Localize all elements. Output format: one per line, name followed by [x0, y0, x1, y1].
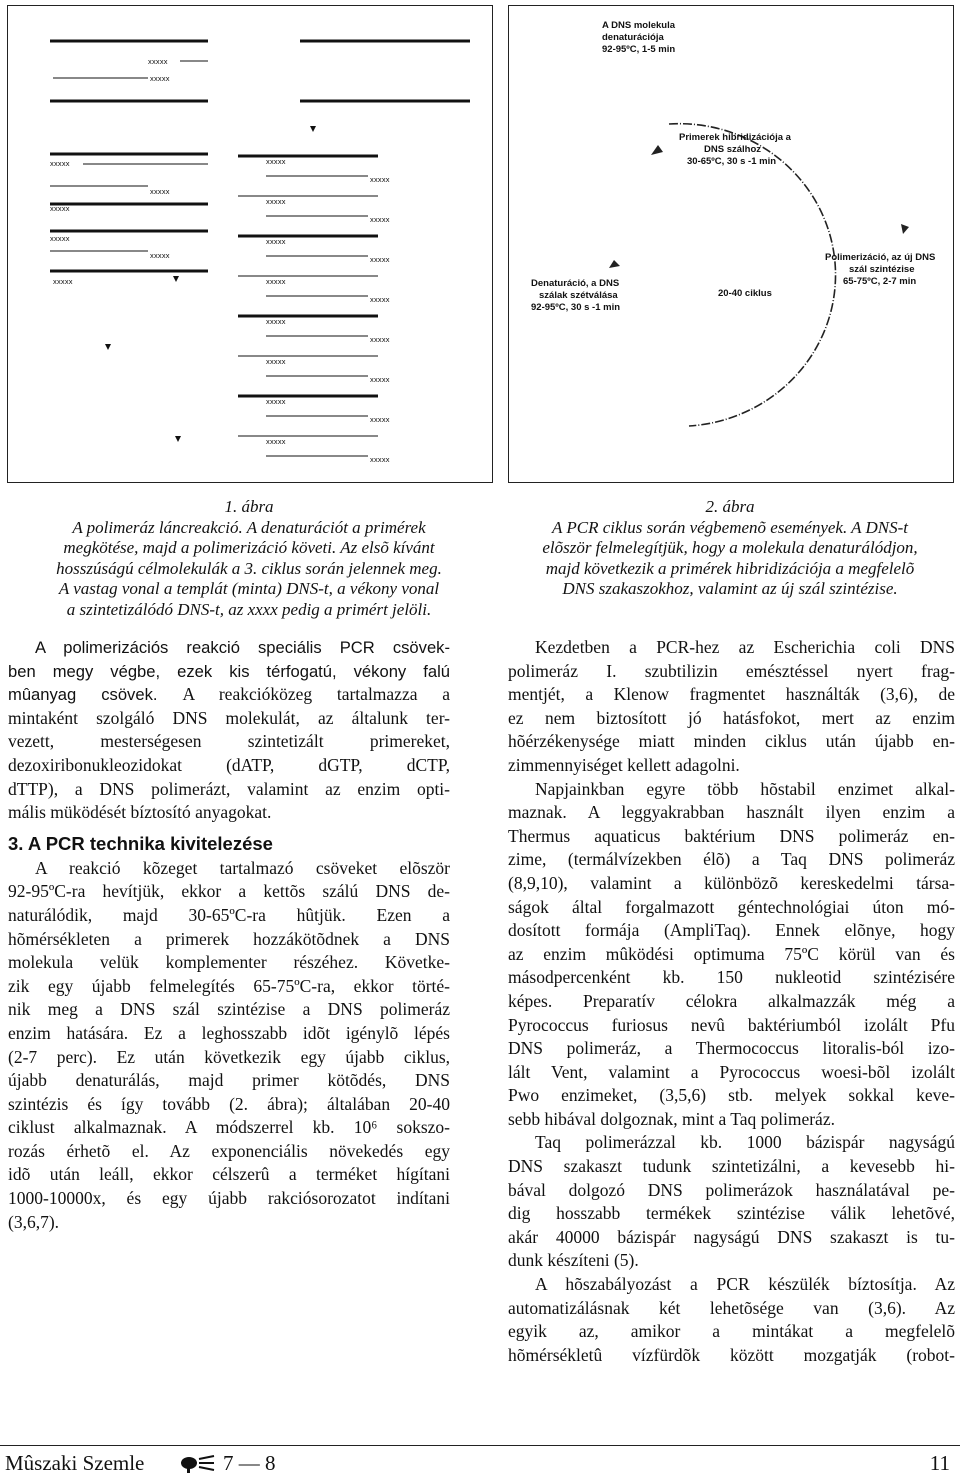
caption-line: majd következik a primérek hibridizációja a megfelelõ — [545, 558, 915, 578]
figure-1-caption — [5, 497, 493, 620]
arrow-down-icon — [310, 126, 316, 132]
label-denat-left-2: szálak szétválása — [539, 290, 618, 301]
primer-marker: xxxxx — [266, 197, 286, 206]
caption-line: 1. ábra — [224, 497, 274, 516]
primer-marker: xxxxx — [266, 397, 286, 406]
text-line: maznak. A leggyakrabban használt ilyen enzim a — [508, 802, 955, 823]
text-line: szintézis és így tovább (2. ábra); általában 20-40 — [8, 1093, 450, 1114]
text-line: Pwo enzimeket, (3,5,6) stb. melyek sokkal keve- — [508, 1085, 955, 1106]
text-line: mentjét, a Klenow fragmentet használták (3,6), de — [508, 684, 955, 705]
primer-marker: xxxxx — [370, 295, 390, 304]
primer-marker: xxxxx — [50, 159, 70, 168]
journal-name: Mûszaki Szemle — [5, 1451, 145, 1475]
arrow-down-icon — [105, 344, 111, 350]
paragraph-product-length — [508, 1131, 955, 1273]
text-line: (8,9,10), valamint a különbözõ kereskedelmi társa- — [508, 872, 955, 893]
label-cycles: 20-40 ciklus — [718, 288, 772, 299]
text-line: újabb denaturálás, majd primer kötõdés, DNS — [8, 1070, 450, 1091]
text-line: automatizálásnak két lehetõsége van (3,6). Az — [508, 1297, 955, 1318]
text-line: egyik az, amikor a mintákat a megfelelõ — [508, 1321, 955, 1342]
primer-marker: xxxxx — [370, 215, 390, 224]
primer-marker: xxxxx — [266, 437, 286, 446]
arrow-down-icon — [175, 436, 181, 442]
text-line: mális müködését bíztosító anyagokat. — [8, 802, 272, 823]
text-line: enzim hatására. Ez a leghosszabb idõt igénylõ lépés — [8, 1022, 450, 1043]
text-line: ez nem biztosított jó hatásfokot, mert az enzim — [508, 707, 955, 728]
footer-rule — [0, 1445, 960, 1446]
figure-1-drawing — [8, 6, 492, 482]
label-hybrid-1: Primerek hibridizációja a — [679, 132, 791, 143]
journal-emblem-icon — [180, 1455, 216, 1475]
paragraph-reaction-mix — [8, 707, 450, 825]
text-line: akár 40000 bázispár nagyságú DNS szakaszt is tu- — [508, 1226, 955, 1247]
text-line: képes. Preparatív célokra alkalmazzák még a — [508, 990, 955, 1011]
figure-2-caption — [510, 497, 950, 600]
text-line: zimmennyiséget kellett adagolni. — [508, 754, 740, 775]
primer-marker: xxxxx — [266, 357, 286, 366]
text-line: (2-7 perc). Ez után következik egy újabb ciklus, — [8, 1046, 450, 1067]
text-line: 1000-10000x, és egy újabb rakciósorozatot indítani — [8, 1188, 450, 1209]
text-line: A polimerizációs reakció speciális PCR csövek- — [35, 638, 450, 657]
primer-marker: xxxxx — [150, 74, 170, 83]
primer-marker: xxxxx — [150, 251, 170, 260]
text-line: mintaként szolgáló DNS molekulát, az általunk ter- — [8, 707, 450, 728]
caption-line: megkötése, majd a polimerizáció követi. Az elsõ kívánt — [63, 538, 435, 557]
text-line: A hõszabályozást a PCR készülék bíztosítja. Az — [535, 1274, 955, 1295]
left-text-column — [8, 636, 450, 1234]
primer-marker: xxxxx — [150, 187, 170, 196]
label-denat-top-1: A DNS molekula — [602, 20, 676, 31]
text-line: másodpercenként kb. 150 nukleotid szintézisére — [508, 967, 955, 988]
text-line: Thermus aquaticus baktérium DNS polimeráz en- — [508, 825, 955, 846]
text-line: hõérzékenysége miatt minden ciklus után újabb en- — [508, 731, 955, 752]
page-number: 11 — [929, 1451, 950, 1475]
primer-marker: xxxxx — [370, 175, 390, 184]
figure-1-pcr-diagram — [7, 5, 493, 483]
text-line: DNS polimeráz, a Thermococcus litoralis-ból izo- — [508, 1038, 955, 1059]
label-polym-2: szál szintézise — [849, 264, 915, 275]
primer-marker: xxxxx — [370, 335, 390, 344]
paragraph-temperature-control — [508, 1273, 955, 1367]
label-denat-top-2: denaturációja — [602, 32, 664, 43]
text-line: zime, (termálvízekben élõ) a Taq DNS polimeráz — [508, 849, 955, 870]
text-line: Kezdetben a PCR-hez az Escherichia coli DNS — [535, 637, 955, 657]
text-fragment: mûanyag csövek. — [8, 685, 158, 705]
caption-line: a szintetizálódó DNS-t, az xxxx pedig a primért jelöli. — [66, 599, 432, 619]
text-line: bával dolgozó DNS polimerázok használatával pe- — [508, 1179, 955, 1200]
text-line: lált Vent, valamint a Pyrococcus woesi-bõl izolált — [508, 1061, 955, 1082]
text-line — [8, 683, 450, 707]
text-line: Taq polimerázzal kb. 1000 bázispár nagyságú — [535, 1132, 955, 1153]
paragraph-early-polymerase — [508, 636, 955, 778]
page-footer — [0, 1440, 960, 1475]
text-line: Napjainkban egyre több hõstabil enzimet alkal- — [535, 778, 955, 799]
text-line: A reakció kõzeget tartalmazó csöveket elõször — [35, 857, 450, 878]
primer-marker: xxxxx — [266, 317, 286, 326]
right-text-column — [508, 636, 955, 1367]
text-line: dezoxiribonukleozidokat (dATP, dGTP, dCTP, — [8, 754, 450, 775]
text-line: dunk készíteni (5). — [508, 1250, 639, 1271]
text-line: hõmérsékletû vízfürdõk között mozgatják (robot- — [508, 1344, 955, 1365]
label-denat-top-3: 92-95ºC, 1-5 min — [602, 44, 676, 55]
primer-marker: xxxxx — [266, 157, 286, 166]
section-heading: 3. A PCR technika kivitelezése — [8, 832, 273, 854]
label-denat-left-1: Denaturáció, a DNS — [531, 278, 620, 289]
text-line: dTTP), a DNS polimerázt, valamint az enzim opti- — [8, 778, 450, 799]
label-polym-1: Polimerizáció, az új DNS — [825, 252, 936, 263]
primer-marker: xxxxx — [370, 415, 390, 424]
primer-marker: xxxxx — [370, 255, 390, 264]
primer-marker: xxxxx — [53, 277, 73, 286]
caption-line: elõször felmelegítjük, hogy a molekula denaturálódjon, — [542, 538, 918, 557]
arrow-polym — [901, 224, 909, 234]
text-line: az enzim mûködési optimuma 75ºC körül van és — [508, 943, 955, 964]
text-line: ságok által forgalmazott géntechnológiai úton mó- — [508, 896, 955, 917]
text-line: zik egy újabb felmelegítés 65-75ºC-ra, ekkor törté- — [8, 975, 450, 996]
text-line: (3,6,7). — [8, 1211, 60, 1232]
label-denat-left-3: 92-95ºC, 30 s -1 min — [531, 302, 621, 313]
text-line: idõ után leáll, ekkor célszerû a terméket hígítani — [8, 1164, 450, 1185]
issue-number: 7 — 8 — [223, 1451, 276, 1475]
text-line: 92-95ºC-ra hevítjük, ekkor a kettõs szálú DNS de- — [8, 881, 450, 902]
text-line: nik meg a DNS szál szintézise a DNS polimeráz — [8, 999, 450, 1020]
caption-line: A vastag vonal a templát (minta) DNS-t, a vékony vonal — [58, 579, 440, 598]
text-line: vezett, mesterségesen szintetizált primereket, — [8, 731, 450, 752]
text-line: molekula velük komplementer részéhez. Követke- — [8, 952, 450, 973]
primer-marker: xxxxx — [148, 57, 168, 66]
text-line: dosított formája (AmpliTaq). Ennek elõnye, hogy — [508, 920, 955, 941]
text-line: rozás érhetõ el. Az exponenciális növekedés egy — [8, 1140, 450, 1161]
caption-line: A polimeráz láncreakció. A denaturációt a primérek — [72, 517, 426, 537]
text-line: Pyrococcus furiosus nevû baktériumból izolált Pfu — [508, 1014, 955, 1035]
text-line: dig hosszabb termékek szintézise válik lehetõvé, — [508, 1203, 955, 1224]
text-line: polimeráz I. szubtilizin emésztéssel nyert frag- — [508, 660, 955, 681]
caption-line: A PCR ciklus során végbemenõ események. A DNS-t — [552, 517, 908, 537]
primer-marker: xxxxx — [50, 204, 70, 213]
arrow-down-icon — [173, 276, 179, 282]
cycle-arc — [669, 124, 836, 426]
text-line: ben megy végbe, ezek kis térfogatú, vékony falú — [8, 661, 450, 681]
primer-marker: xxxxx — [370, 375, 390, 384]
text-line: sebb hibával dolgoznak, mint a Taq polimeráz. — [508, 1108, 835, 1129]
paragraph-thermostable-enzymes — [508, 778, 955, 1132]
primer-marker: xxxxx — [370, 455, 390, 464]
label-polym-3: 65-75ºC, 2-7 min — [843, 276, 917, 287]
arrow-denat — [609, 260, 620, 268]
text-line: ciklust alkalmaznak. A módszerrel kb. 10⁶ sokszo- — [8, 1117, 450, 1138]
label-hybrid-2: DNS szálhoz — [704, 144, 762, 155]
text-line: DNS szakaszt tudunk szintetizálni, a kevesebb hi- — [508, 1156, 955, 1177]
caption-line: hosszúságú célmolekulák a 3. ciklus során jelennek meg. — [56, 558, 442, 578]
primer-marker: xxxxx — [266, 277, 286, 286]
label-hybrid-3: 30-65ºC, 30 s -1 min — [687, 156, 777, 167]
primer-marker: xxxxx — [50, 234, 70, 243]
primer-marker: xxxxx — [266, 237, 286, 246]
caption-line: 2. ábra — [705, 497, 755, 516]
figure-2-drawing — [509, 6, 953, 482]
figure-2-pcr-cycle — [508, 5, 954, 483]
caption-line: DNS szakaszokhoz, valamint az új szál szintézise. — [562, 579, 898, 598]
text-line: hõmérsékleten a primerek hozzákötõdnek a DNS — [8, 928, 450, 949]
paragraph-reaction-tubes — [8, 636, 450, 707]
arrow-hybrid — [651, 145, 663, 155]
text-line: naturálódik, majd 30-65ºC-ra hûtjük. Ezen a — [8, 904, 450, 925]
text-fragment: A reakcióközeg tartalmazza a — [182, 684, 450, 705]
paragraph-pcr-procedure — [8, 857, 450, 1235]
